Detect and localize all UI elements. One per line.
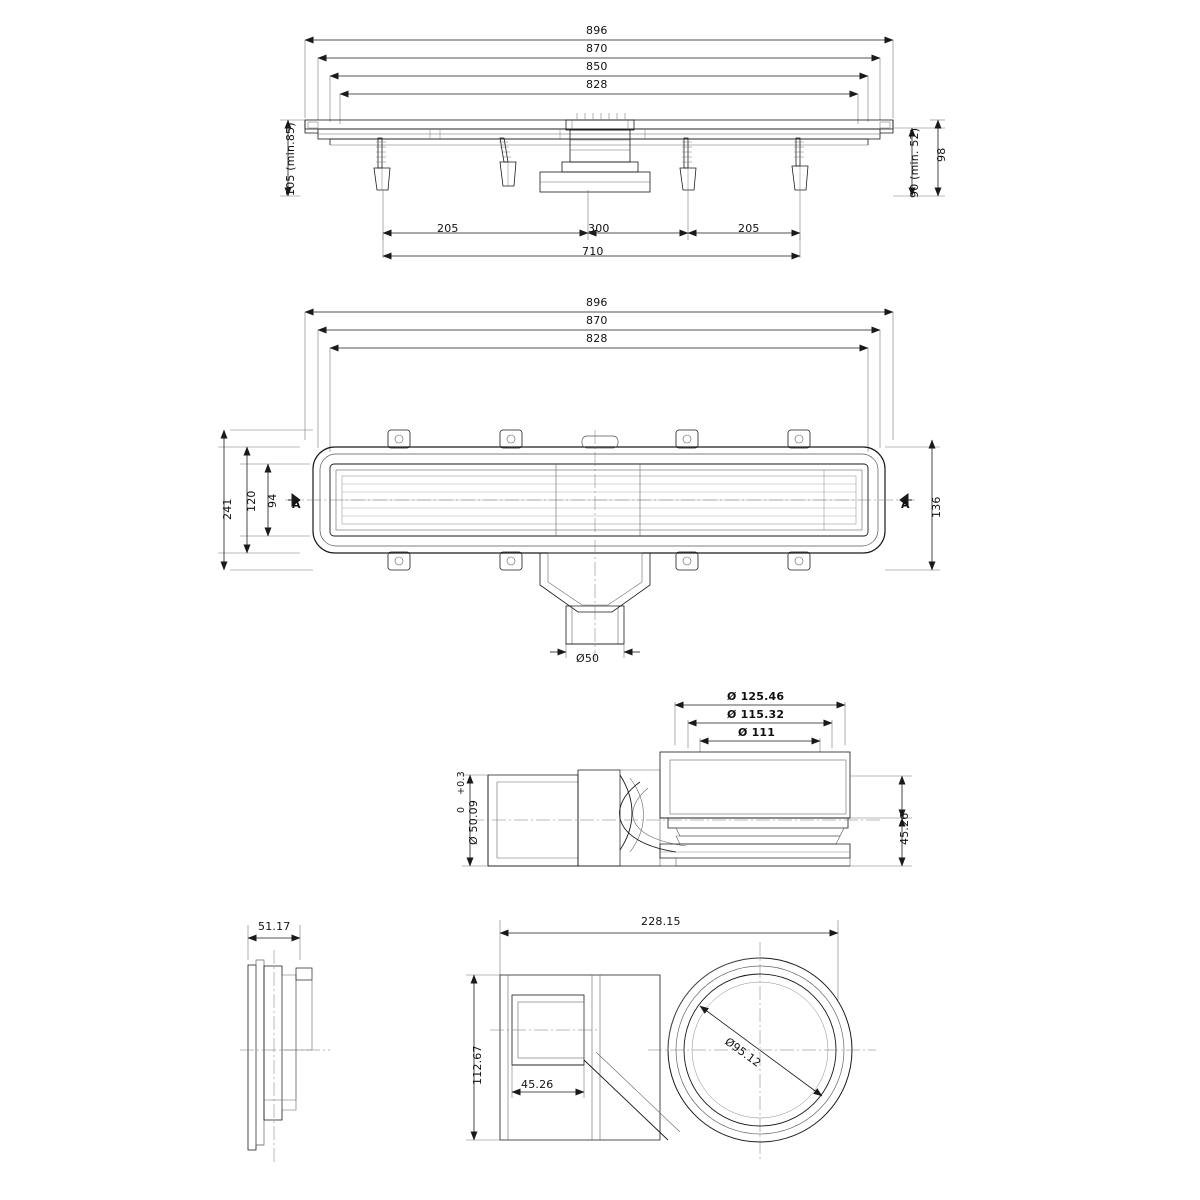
side-profile-geometry xyxy=(240,925,330,1165)
dim-front-896: 896 xyxy=(586,24,608,37)
dim-plan-896: 896 xyxy=(586,296,608,309)
dim-plan-241: 241 xyxy=(221,498,234,520)
dim-front-205-left: 205 xyxy=(437,222,459,235)
dim-bottom-d9512: Ø95.12 xyxy=(722,1035,764,1070)
section-aa-geometry xyxy=(462,702,912,866)
dim-front-300: 300 xyxy=(588,222,610,235)
dim-front-850: 850 xyxy=(586,60,608,73)
dim-front-828: 828 xyxy=(586,78,608,91)
dim-sec-5009: Ø 50.09 xyxy=(467,799,480,845)
top-plan-geometry xyxy=(218,312,940,660)
dim-side-5117: 51.17 xyxy=(258,920,291,933)
dim-plan-870: 870 xyxy=(586,314,608,327)
dim-bottom-22815: 228.15 xyxy=(641,915,681,928)
dim-bottom-11267: 112.67 xyxy=(471,1045,484,1085)
dim-front-98: 98 xyxy=(935,147,948,162)
leg-1 xyxy=(374,138,390,190)
dim-plan-120: 120 xyxy=(245,490,258,512)
dim-front-870: 870 xyxy=(586,42,608,55)
dim-front-710: 710 xyxy=(582,245,604,258)
dim-sec-115: Ø 115.32 xyxy=(727,708,785,721)
leg-3 xyxy=(680,138,696,190)
dim-front-105: 105 (min.85) xyxy=(284,122,297,196)
bottom-plan-geometry xyxy=(466,920,876,1160)
dim-sec-tol-upper: +0.3 xyxy=(456,771,467,795)
dim-sec-tol-lower: 0 xyxy=(456,806,467,813)
dim-sec-125: Ø 125.46 xyxy=(727,690,785,703)
front-section-geometry xyxy=(280,40,945,258)
dim-bottom-4526: 45.26 xyxy=(521,1078,554,1091)
section-mark-a-left: A xyxy=(292,498,301,511)
dim-plan-136: 136 xyxy=(930,496,943,518)
leg-4 xyxy=(792,138,808,190)
dim-sec-111: Ø 111 xyxy=(738,726,776,739)
dim-plan-828: 828 xyxy=(586,332,608,345)
dim-plan-94: 94 xyxy=(266,493,279,508)
dim-front-90: 90 (min. 52) xyxy=(908,127,921,198)
dim-front-205-right: 205 xyxy=(738,222,760,235)
dim-plan-d50: Ø50 xyxy=(576,652,600,665)
section-mark-a-right: A xyxy=(901,498,910,511)
dim-sec-4526: 45.26 xyxy=(898,812,911,845)
